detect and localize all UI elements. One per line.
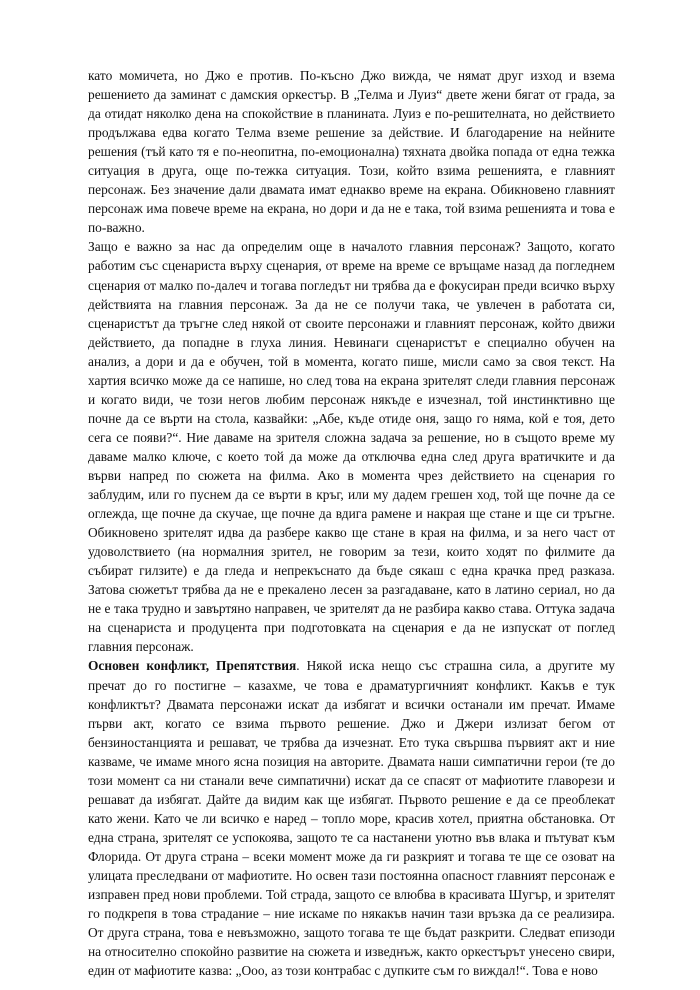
- body-paragraph: като момичета, но Джо е против. По-късно Джо вижда, че нямат друг изход и взема решението да заминат с дамския оркестър. В „Телма и Луиз“ двете жени бягат от града, за да отидат няколко дена на спокойствие в планината. Луиз е по-решителната, но действието продължава едва когато Телма вземе решение за действие. И благодарение на нейните решения (тъй като тя е по-неопитна, по-емоционална) тяхната двойка попада от една тежка ситуация в друга, още по-тежка ситуация. Този, който взима решенията, е главният персонаж. Без значение дали двамата имат еднакво време на екрана. Обикновено главният персонаж има повече време на екрана, но дори и да не е така, той взима решенията и това е по-важно.: [88, 68, 615, 236]
- body-paragraph: Защо е важно за нас да определим още в началото главния персонаж? Защото, когато работим със сценариста върху сценария, от време на време се връщаме назад да погледнем сценария от малко по-далеч и тогава погледът ни трябва да е фокусиран преди всичко върху действията на главния персонаж. За да не се получи така, че увлечен в работата си, сценаристът да тръгне след някой от своите персонажи и главният персонаж, който движи действието, да попадне в глуха линия. Невинаги сценаристът е специално обучен на анализ, а дори и да е обучен, той в момента, когато пише, мисли само за своя текст. На хартия всичко може да се напише, но след това на екрана зрителят следи главния персонаж и когато види, че този негов любим персонаж някъде е изчезнал, той инстинктивно ще почне да се върти на стола, казвайки: „Абе, къде отиде оня, защо го няма, кой е тоя, дето сега се появи?“. Ние даваме на зрителя сложна задача за решение, но в същото време му даваме малко ключе, с което той да може да отключва една след друга вратичките и да върви напред по сюжета на филма. Ако в момента чрез действието на сценария го заблудим, или го пуснем да се върти в кръг, или му дадем грешен ход, той ще почне да се оглежда, ще почне да скучае, ще почне да вдига рамене и накрая ще стане и ще си тръгне. Обикновено зрителят идва да разбере какво ще стане в края на филма, и за него част от удоволствието (на нормалния зрител, не говорим за тези, които ходят по филмите да събират гилзите) е да гледа и непрекъснато да бъде сякаш с една крачка пред разказа. Затова сюжетът трябва да не е прекалено лесен за разгадаване, като в латино сериал, но да не е така трудно и завъртяно направен, че зрителят да не разбира какво става. Оттука задача на сценариста и продуцента при подготовката на сценария е да не изпускат от поглед главния персонаж.: [88, 239, 615, 655]
- section-heading: Основен конфликт, Препятствия: [88, 658, 297, 674]
- section-text: . Някой иска нещо със страшна сила, а другите му пречат до го постигне – казахме, че това е драматургичният конфликт. Какъв е тук конфликтът? Двамата персонажи искат да избягат и всички останали им пречат. Имаме първи акт, когато се взима първото решение. Джо и Джери излизат бегом от бензиностанцията и решават, че трябва да изчезнат. Ето тука свършва първият акт и ние казваме, че имаме много ясна позиция на авторите. Двамата наши симпатични герои (те до този момент са ни станали вече симпатични) искат да се спасят от мафиотите главорези и решават да избягат. Дайте да видим как ще избягат. Първото решение е да се преоблекат като жени. Като че ли всичко е наред – топло море, красив хотел, приятна обстановка. От една страна, зрителят се успокоява, защото те са настанени уютно във влака и пътуват към Флорида. От друга страна – всеки момент може да ги разкрият и тогава те ще се озоват на улицата преследвани от мафиотите. Но освен тази постоянна опасност главният персонаж е изправен пред нови проблеми. Той страда, защото се влюбва в красивата Шугър, и зрителят го подкрепя в това страдание – ние искаме по някакъв начин тази връзка да се реализира. От друга страна, това е невъзможно, защото тогава те ще бъдат разкрити. Следват епизоди на относително спокойно развитие на сюжета и изведнъж, както оркестърът унесено свири, един от мафиотите казва: „Ооо, аз този контрабас с дупките съм го виждал!“. Това е ново: [88, 658, 615, 979]
- body-paragraph: [88, 656, 615, 980]
- document-page: [88, 66, 615, 980]
